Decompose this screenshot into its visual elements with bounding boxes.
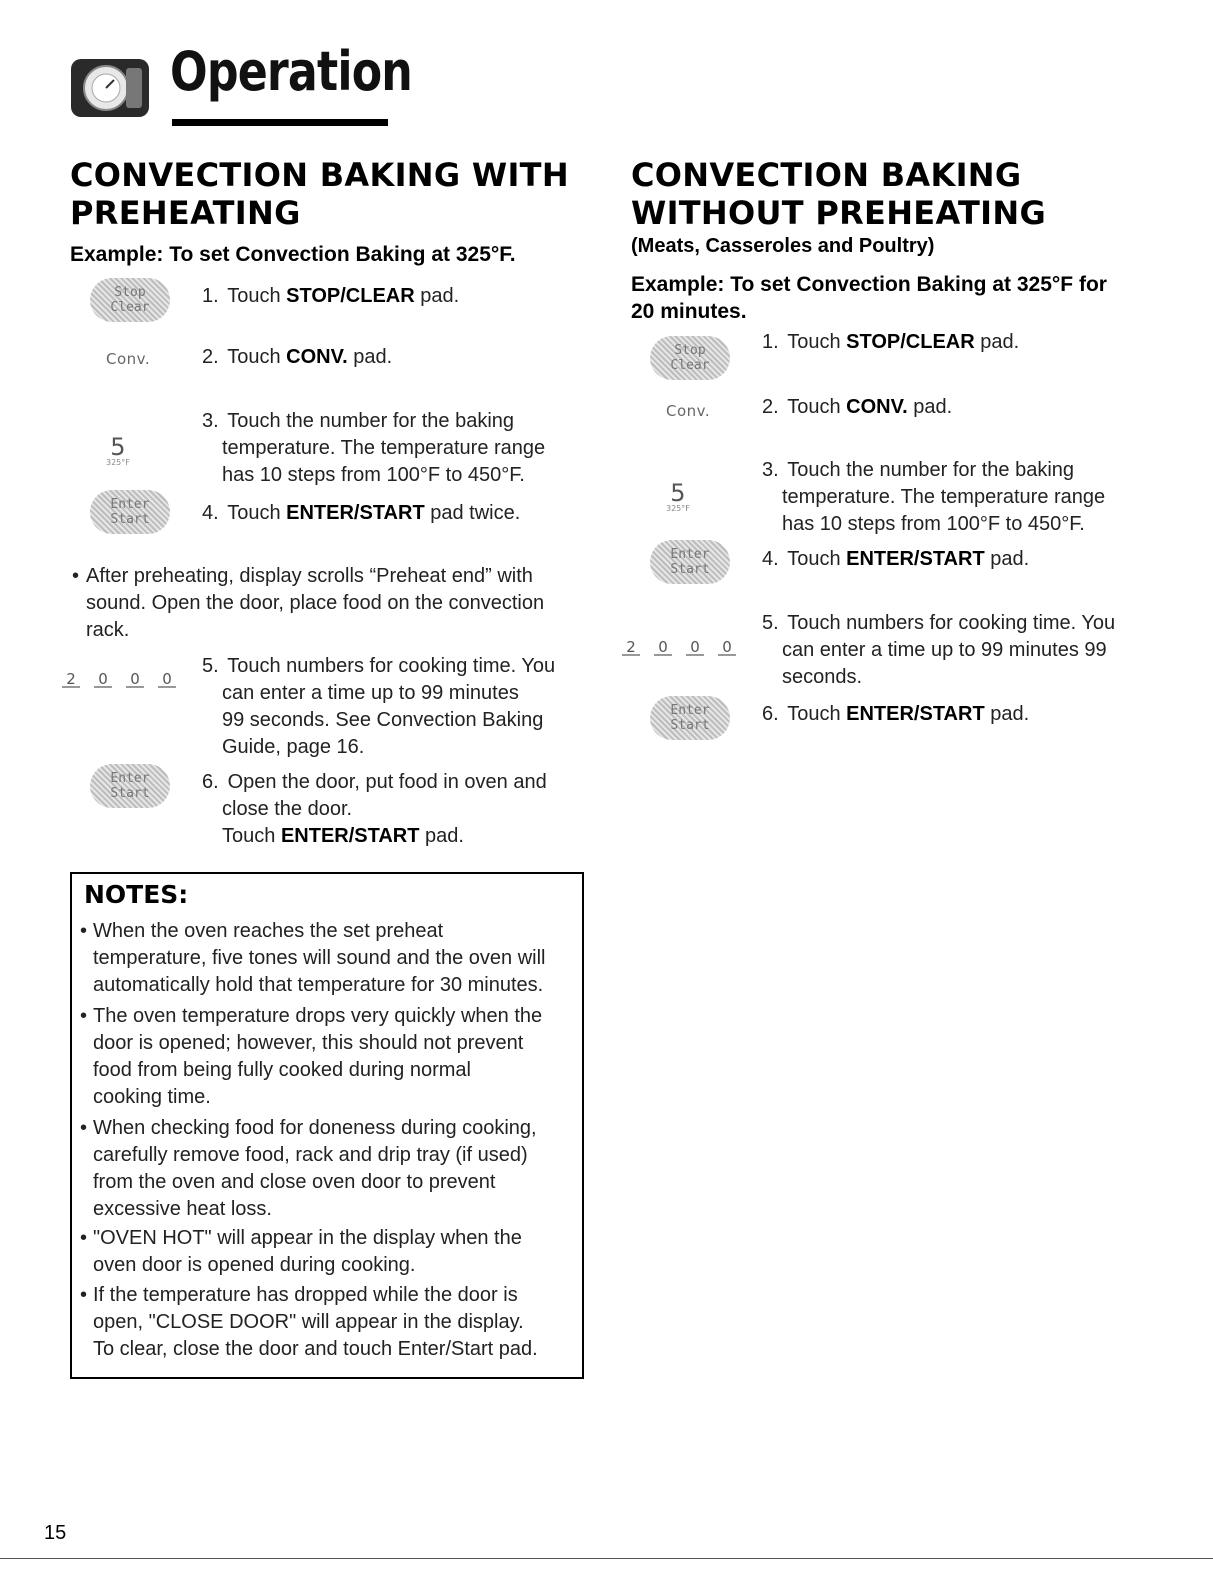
right-step-4: 4. Touch ENTER/START pad.: [762, 548, 1030, 570]
time-digit-pads-icon: 2 0 0 0: [62, 672, 176, 688]
number-5-pad-icon: 5 325°F: [666, 479, 690, 513]
right-example: Example: To set Convection Baking at 325°F for 20 minutes.: [631, 273, 1107, 323]
notes-title: NOTES:: [84, 880, 189, 909]
left-step-5: 5. Touch numbers for cooking time. You can enter a time up to 99 minutes 99 seconds. See Convection Baking Guide, page 16.: [202, 655, 556, 758]
right-step-5: 5. Touch numbers for cooking time. You can enter a time up to 99 minutes 99 seconds.: [762, 612, 1116, 688]
number-5-pad-icon: 5 325°F: [106, 433, 130, 467]
right-step-3: 3. Touch the number for the baking temperature. The temperature range has 10 steps from 100°F to 450°F.: [762, 459, 1106, 535]
left-step-4: 4. Touch ENTER/START pad twice.: [202, 502, 521, 524]
conv-pad-icon: Conv.: [106, 350, 151, 368]
right-subheading: (Meats, Casseroles and Poultry): [631, 235, 935, 257]
conv-pad-icon: Conv.: [666, 402, 711, 420]
note-5: • If the temperature has dropped while the door is open, "CLOSE DOOR" will appear in the display. To clear, close the door and touch Enter/Start pad.: [80, 1284, 538, 1360]
note-4: • "OVEN HOT" will appear in the display when the oven door is opened during cooking.: [80, 1227, 522, 1276]
left-step-3: 3. Touch the number for the baking temperature. The temperature range has 10 steps from 100°F to 450°F.: [202, 410, 546, 486]
page-number: 15: [44, 1522, 67, 1544]
left-step-1: 1. Touch STOP/CLEAR pad.: [202, 285, 460, 307]
preheat-bullet: • After preheating, display scrolls “Preheat end” with sound. Open the door, place food on the convection rack.: [72, 565, 545, 641]
footer-rule: [0, 1558, 1213, 1559]
left-heading: CONVECTION BAKING WITH PREHEATING: [70, 156, 569, 232]
enter-start-pad-icon: Enter Start: [90, 490, 170, 534]
stop-clear-pad-icon: Stop Clear: [90, 278, 170, 322]
stop-clear-pad-icon: Stop Clear: [650, 336, 730, 380]
clock-dial-icon: [70, 58, 150, 118]
right-step-2: 2. Touch CONV. pad.: [762, 396, 953, 418]
enter-start-pad-icon: Enter Start: [90, 764, 170, 808]
left-step-2: 2. Touch CONV. pad.: [202, 346, 393, 368]
left-example: Example: To set Convection Baking at 325°F.: [70, 243, 516, 266]
left-step-6: 6. Open the door, put food in oven and close the door. Touch ENTER/START pad.: [202, 771, 547, 847]
note-2: • The oven temperature drops very quickly when the door is opened; however, this should not prevent food from being fully cooked during normal cooking time.: [80, 1005, 543, 1108]
time-digit-pads-icon: 2 0 0 0: [622, 640, 736, 656]
title-underline: [172, 119, 388, 126]
note-1: • When the oven reaches the set preheat temperature, five tones will sound and the oven will automatically hold that temperature for 30 minutes.: [80, 920, 546, 996]
right-heading: CONVECTION BAKING WITHOUT PREHEATING: [631, 156, 1047, 232]
page-title: Operation: [170, 40, 413, 103]
enter-start-pad-icon: Enter Start: [650, 696, 730, 740]
note-3: • When checking food for doneness during cooking, carefully remove food, rack and drip tray (if used) from the oven and close oven door to prevent excessive heat loss.: [80, 1117, 537, 1220]
enter-start-pad-icon: Enter Start: [650, 540, 730, 584]
right-step-1: 1. Touch STOP/CLEAR pad.: [762, 331, 1020, 353]
right-step-6: 6. Touch ENTER/START pad.: [762, 703, 1030, 725]
